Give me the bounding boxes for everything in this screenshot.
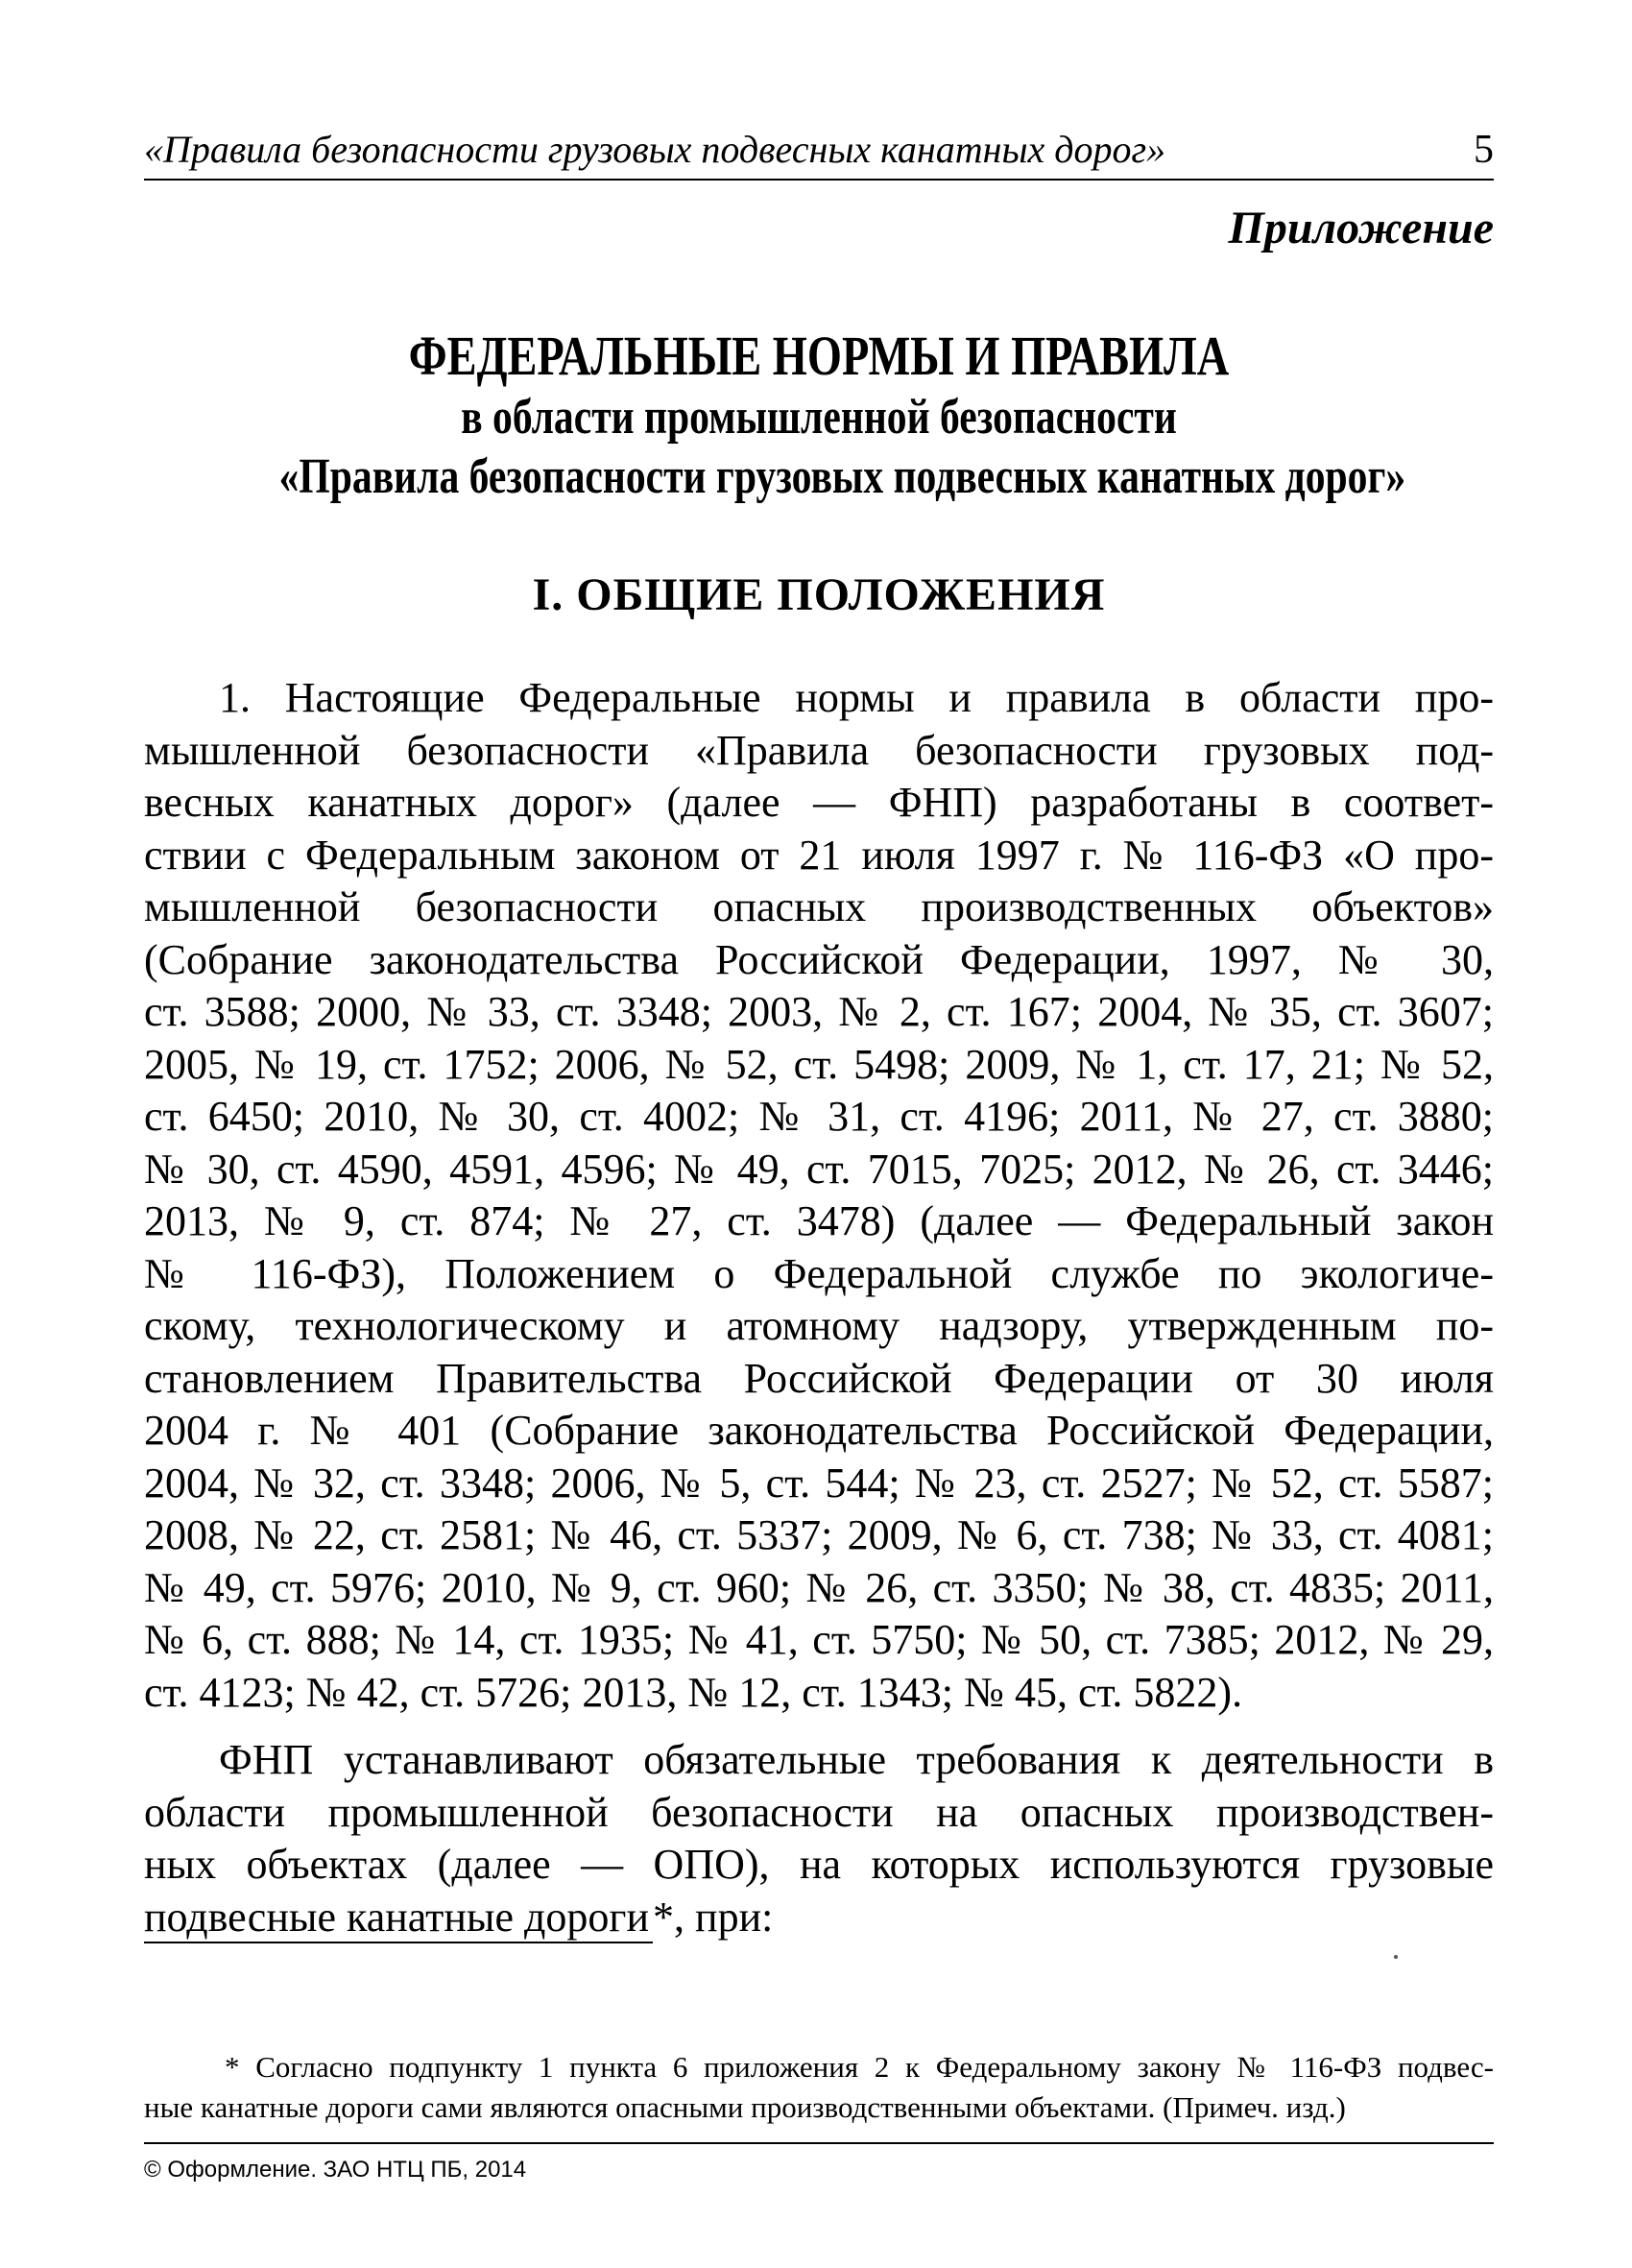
paragraph-line: (Собрание законодательства Российской Федерации, 1997, № 30,	[144, 935, 1494, 983]
paragraph-line: мышленной безопасности опасных производственных объектов»	[144, 883, 1494, 930]
paragraph-line: области промышленной безопасности на опасных производствен-	[144, 1788, 1494, 1836]
section-heading: I. ОБЩИЕ ПОЛОЖЕНИЯ	[532, 569, 1106, 620]
paragraph-line: ст. 3588; 2000, № 33, ст. 3348; 2003, № 2, ст. 167; 2004, № 35, ст. 3607;	[144, 988, 1494, 1035]
print-speck	[1394, 1955, 1398, 1959]
paragraph-line: 2004, № 32, ст. 3348; 2006, № 5, ст. 544; № 23, ст. 2527; № 52, ст. 5587;	[144, 1459, 1494, 1507]
document-page	[144, 0, 1494, 2268]
paragraph-line: весных канатных дорог» (далее — ФНП) разработаны в соответ-	[144, 779, 1494, 826]
paragraph-line: мышленной безопасности «Правила безопасности грузовых под-	[144, 726, 1494, 774]
footer-rule	[144, 2142, 1494, 2144]
body-text	[144, 672, 1494, 1943]
paragraph-line: № 30, ст. 4590, 4591, 4596; № 49, ст. 7015, 7025; 2012, № 26, ст. 3446;	[144, 1145, 1494, 1193]
paragraph-line: 2013, № 9, ст. 874; № 27, ст. 3478) (далее — Федеральный закон	[144, 1197, 1494, 1244]
paragraph-line: становлением Правительства Российской Федерации от 30 июля	[144, 1354, 1494, 1402]
appendix-label: Приложение	[1228, 203, 1494, 253]
paragraph-line: 1. Настоящие Федеральные нормы и правила в области про-	[219, 674, 1494, 721]
title-line-3: «Правила безопасности грузовых подвесных канатных дорог»	[278, 449, 1406, 504]
footnote-line: * Согласно подпункту 1 пункта 6 приложения 2 к Федеральному закону № 116-ФЗ подвес-	[225, 2050, 1494, 2084]
running-title: «Правила безопасности грузовых подвесных канатных дорог»	[144, 128, 1166, 171]
footnote-line: ные канатные дороги сами являются опасными производственными объектами. (Примеч. изд.)	[144, 2090, 1346, 2124]
paragraph-line: № 6, ст. 888; № 14, ст. 1935; № 41, ст. 5750; № 50, ст. 7385; 2012, № 29,	[144, 1616, 1494, 1663]
paragraph-line: 2005, № 19, ст. 1752; 2006, № 52, ст. 5498; 2009, № 1, ст. 17, 21; № 52,	[144, 1040, 1494, 1088]
title-line-1: ФЕДЕРАЛЬНЫЕ НОРМЫ И ПРАВИЛА	[408, 325, 1230, 387]
paragraph-line: № 49, ст. 5976; 2010, № 9, ст. 960; № 26, ст. 3350; № 38, ст. 4835; 2011,	[144, 1563, 1494, 1611]
paragraph-line: ных объектах (далее — ОПО), на которых используются грузовые	[144, 1841, 1494, 1888]
page-number: 5	[1474, 128, 1494, 172]
running-header	[144, 127, 1494, 181]
paragraph-line: 2004 г. № 401 (Собрание законодательства Российской Федерации,	[144, 1407, 1494, 1454]
paragraph-line: ФНП устанавливают обязательные требования к деятельности в	[219, 1736, 1494, 1783]
paragraph-line: № 116-ФЗ), Положением о Федеральной службе по экологиче-	[144, 1249, 1494, 1297]
paragraph-2	[144, 1734, 1494, 1892]
paragraph-line: ствии с Федеральным законом от 21 июля 1997 г. № 116-ФЗ «О про-	[144, 831, 1494, 879]
paragraph-line: ст. 6450; 2010, № 30, ст. 4002; № 31, ст. 4196; 2011, № 27, ст. 3880;	[144, 1093, 1494, 1140]
paragraph-line: скому, технологическому и атомному надзору, утвержденным по-	[144, 1302, 1494, 1349]
document-title	[144, 325, 1494, 507]
paragraph-line: 2008, № 22, ст. 2581; № 46, ст. 5337; 2009, № 6, ст. 738; № 33, ст. 4081;	[144, 1511, 1494, 1558]
paragraph-2-last-line	[144, 1892, 1494, 1944]
underlined-term: подвесные канатные дороги	[144, 1894, 653, 1943]
paragraph-1	[144, 672, 1494, 1719]
title-line-2: в области промышленной безопасности	[461, 390, 1177, 445]
footnote	[144, 2047, 1494, 2128]
paragraph-line: ст. 4123; № 42, ст. 5726; 2013, № 12, ст. 1343; № 45, ст. 5822).	[144, 1668, 1243, 1716]
paragraph-2-tail: *, при:	[653, 1893, 774, 1941]
copyright-notice: © Оформление. ЗАО НТЦ ПБ, 2014	[144, 2157, 527, 2183]
